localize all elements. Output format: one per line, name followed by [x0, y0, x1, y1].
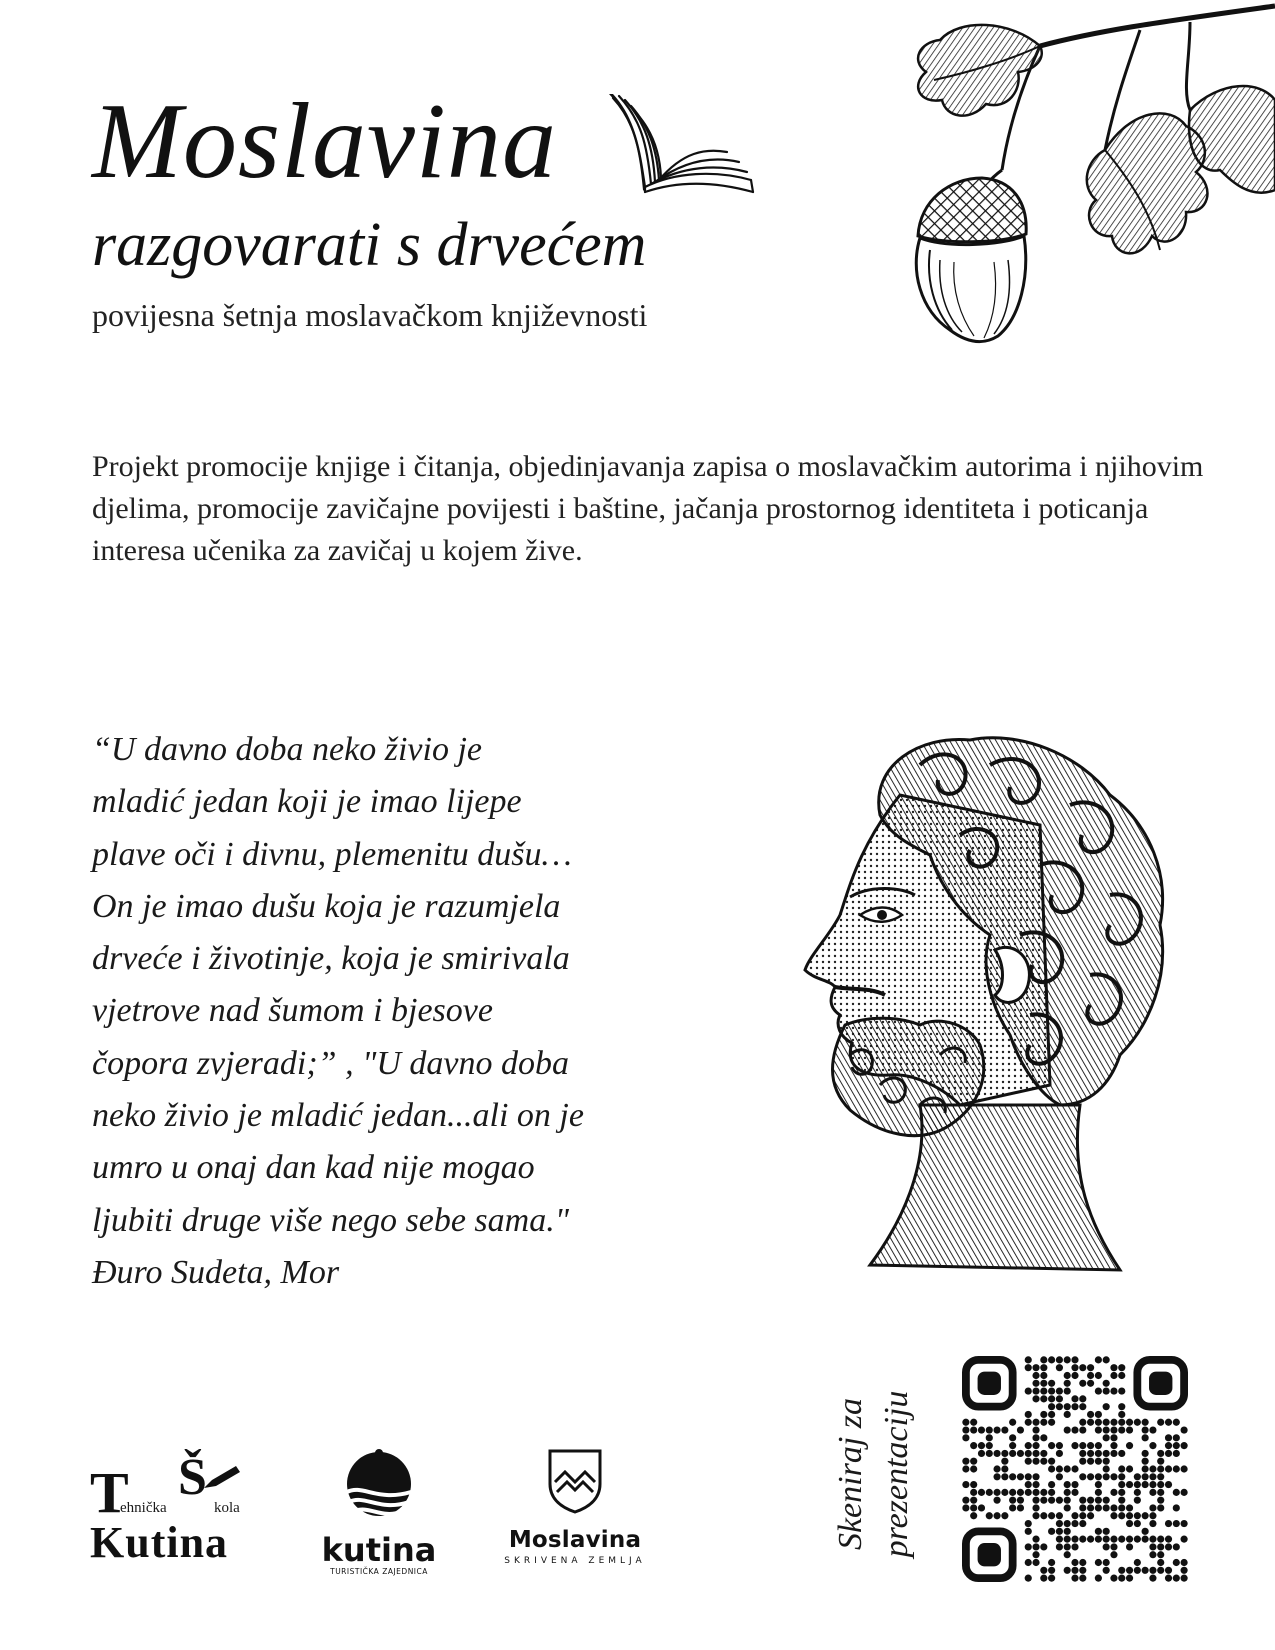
scan-label: [808, 1356, 940, 1592]
logo-kutina-sub: TURISTIČKA ZAJEDNICA: [330, 1567, 428, 1576]
open-book-icon: [605, 92, 755, 204]
moslavina-skrivena-zemlja-logo: [502, 1448, 648, 1578]
poster-title: Moslavina: [92, 82, 557, 201]
quote-line: neko živio je mladić jedan...ali on je: [92, 1097, 584, 1135]
kutina-grapes-waves-emblem: [343, 1448, 415, 1524]
logo-moslavina-word: Moslavina: [508, 1527, 642, 1553]
logo-kutina: Kutina: [90, 1518, 229, 1567]
logo-ehnicka: ehnička: [120, 1500, 167, 1516]
quote-line: drveće i životinje, koja je smirivala: [92, 940, 570, 978]
qr-code[interactable]: [962, 1356, 1188, 1582]
quote-block: [92, 724, 692, 1299]
quote-line: ljubiti druge više nego sebe sama.": [92, 1201, 569, 1239]
quote-line: mladić jedan koji je imao lijepe: [92, 783, 522, 821]
scan-label-line-2: prezentaciju: [878, 1390, 915, 1558]
oak-branch-acorn-illustration: [890, 0, 1275, 365]
logo-kutina-word: kutina: [321, 1531, 437, 1569]
pencil-icon: [202, 1462, 242, 1492]
quote-line: “U davno doba neko živio je: [92, 731, 482, 768]
bearded-man-profile-engraving: [790, 725, 1175, 1290]
project-description: Projekt promocije knjige i čitanja, objedinjavanja zapisa o moslavačkim autorima i njihovim djelima, promocije zavičajne povijesti i baštine, jačanja prostornog identiteta i poticanja interesa učenika za zavičaj u kojem žive.: [92, 450, 1204, 567]
scan-label-line-1: Skeniraj za: [832, 1397, 869, 1551]
moslavina-shield-emblem: [547, 1448, 603, 1514]
quote-line: čopora zvjeradi;” , "U davno doba: [92, 1044, 570, 1082]
quote-line: On je imao dušu koja je razumjela: [92, 887, 561, 925]
logo-letter-t: T: [90, 1460, 129, 1525]
kutina-turisticka-zajednica-logo: [315, 1448, 443, 1578]
quote-line: vjetrove nad šumom i bjesove: [92, 992, 493, 1030]
quote-line: umro u onaj dan kad nije mogao: [92, 1149, 535, 1187]
poster-tagline: povijesna šetnja moslavačkom književnosti: [92, 297, 648, 333]
quote-line: plave oči i divnu, plemenitu dušu…: [92, 835, 572, 873]
poster-subtitle: razgovarati s drvećem: [92, 211, 647, 279]
logo-letter-s: Š: [178, 1449, 207, 1506]
logo-moslavina-sub: SKRIVENA ZEMLJA: [504, 1556, 646, 1566]
logo-kola: kola: [214, 1500, 240, 1516]
tehnicka-skola-kutina-logo: [90, 1449, 260, 1575]
quote-author: Đuro Sudeta, Mor: [92, 1253, 340, 1291]
